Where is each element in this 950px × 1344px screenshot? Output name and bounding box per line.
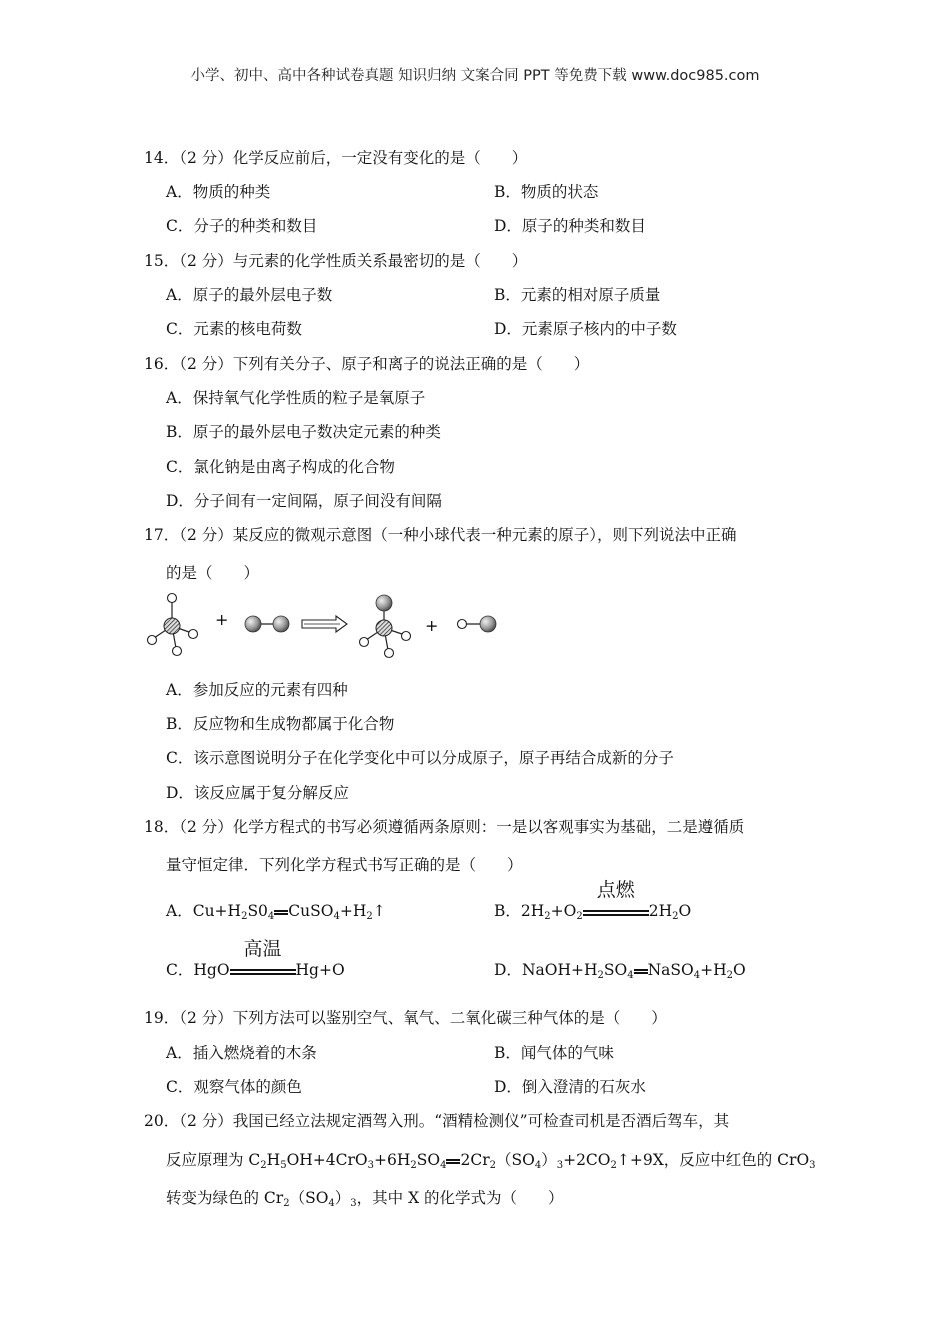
q16-option-d: D．分子间有一定间隔，原子间没有间隔: [166, 492, 442, 510]
q16-option-a: A．保持氧气化学性质的粒子是氧原子: [166, 389, 426, 407]
product-molecule-2: [458, 616, 497, 632]
q19-option-c: C．观察气体的颜色: [166, 1078, 302, 1096]
q20-stem-line3: 转变为绿色的 $Cr_2(SO_4)_3$，其中 X 的化学式为（ ）: [166, 1189, 564, 1209]
reactant-molecule-2: [245, 616, 289, 632]
reactant-molecule-1: [148, 594, 198, 656]
q17-stem-line2: 的是（ ）: [166, 564, 260, 582]
reaction-micro-diagram: [140, 590, 520, 662]
q19-option-a: A．插入燃烧着的木条: [166, 1044, 317, 1062]
page-header: 小学、初中、高中各种试卷真题 知识归纳 文案合同 PPT 等免费下载 www.doc985.com: [190, 68, 760, 84]
q14-option-c: C．分子的种类和数目: [166, 217, 318, 235]
q20-stem-line1: 20．（2 分）我国已经立法规定酒驾入刑。“酒精检测仪”可检查司机是否酒后驾车，其: [144, 1112, 730, 1130]
reaction-condition-ignite: 点燃: [583, 902, 649, 922]
q19-option-d: D．倒入澄清的石灰水: [494, 1078, 646, 1096]
q17-option-a: A．参加反应的元素有四种: [166, 681, 348, 699]
q15-option-d: D．元素原子核内的中子数: [494, 320, 677, 338]
q14-option-d: D．原子的种类和数目: [494, 217, 646, 235]
q15-option-c: C．元素的核电荷数: [166, 320, 302, 338]
q16-option-c: C．氯化钠是由离子构成的化合物: [166, 458, 395, 476]
q18-stem-line2: 量守恒定律．下列化学方程式书写正确的是（ ）: [166, 856, 523, 874]
plus-sign-1: +: [215, 610, 229, 629]
reaction-condition-high-temp: 高温: [230, 961, 296, 981]
q19-stem: 19．（2 分）下列方法可以鉴别空气、氧气、二氧化碳三种气体的是（ ）: [144, 1009, 667, 1027]
q20-stem-line2: 反应原理为 $C_2H_5OH+4CrO_3+6H_2SO_4$ $2Cr_2(SO_4)_3+2CO_2↑+9X$，反应中红色的 CrO$_3$: [166, 1151, 816, 1171]
equals-sign-icon: [274, 902, 288, 922]
equals-sign-icon: [446, 1151, 460, 1171]
q18-option-b: B．$2H_2+O_2$ 点燃 $2H_2O$: [494, 879, 692, 922]
q19-option-b: B．闻气体的气味: [494, 1044, 614, 1062]
q15-option-b: B．元素的相对原子质量: [494, 286, 661, 304]
q18-option-d: D．$NaOH+H_2SO_4$ $NaSO_4+H_2O$: [494, 961, 746, 981]
q18-option-c: C．HgO 高温 Hg+O: [166, 938, 345, 979]
q17-option-c: C．该示意图说明分子在化学变化中可以分成原子，原子再结合成新的分子: [166, 749, 674, 767]
q15-option-a: A．原子的最外层电子数: [166, 286, 333, 304]
q14-option-b: B．物质的状态: [494, 183, 599, 201]
plus-sign-2: +: [425, 616, 439, 635]
q17-stem-line1: 17．（2 分）某反应的微观示意图（一种小球代表一种元素的原子），则下列说法中正确: [144, 526, 737, 544]
q15-stem: 15．（2 分）与元素的化学性质关系最密切的是（ ）: [144, 252, 528, 270]
q14-stem: 14．（2 分）化学反应前后，一定没有变化的是（ ）: [144, 149, 528, 167]
q16-stem: 16．（2 分）下列有关分子、原子和离子的说法正确的是（ ）: [144, 355, 590, 373]
q16-option-b: B．原子的最外层电子数决定元素的种类: [166, 423, 441, 441]
reaction-arrow-icon: [302, 616, 347, 632]
q18-stem-line1: 18．（2 分）化学方程式的书写必须遵循两条原则：一是以客观事实为基础，二是遵循质: [144, 818, 745, 836]
q17-option-d: D．该反应属于复分解反应: [166, 784, 349, 802]
product-molecule-1: [360, 595, 411, 658]
q17-option-b: B．反应物和生成物都属于化合物: [166, 715, 395, 733]
q18-option-a: A．$Cu+H_2S0_4$ $CuSO_4+H_2↑$: [166, 902, 386, 922]
equals-sign-icon: [634, 961, 648, 981]
q14-option-a: A．物质的种类: [166, 183, 271, 201]
